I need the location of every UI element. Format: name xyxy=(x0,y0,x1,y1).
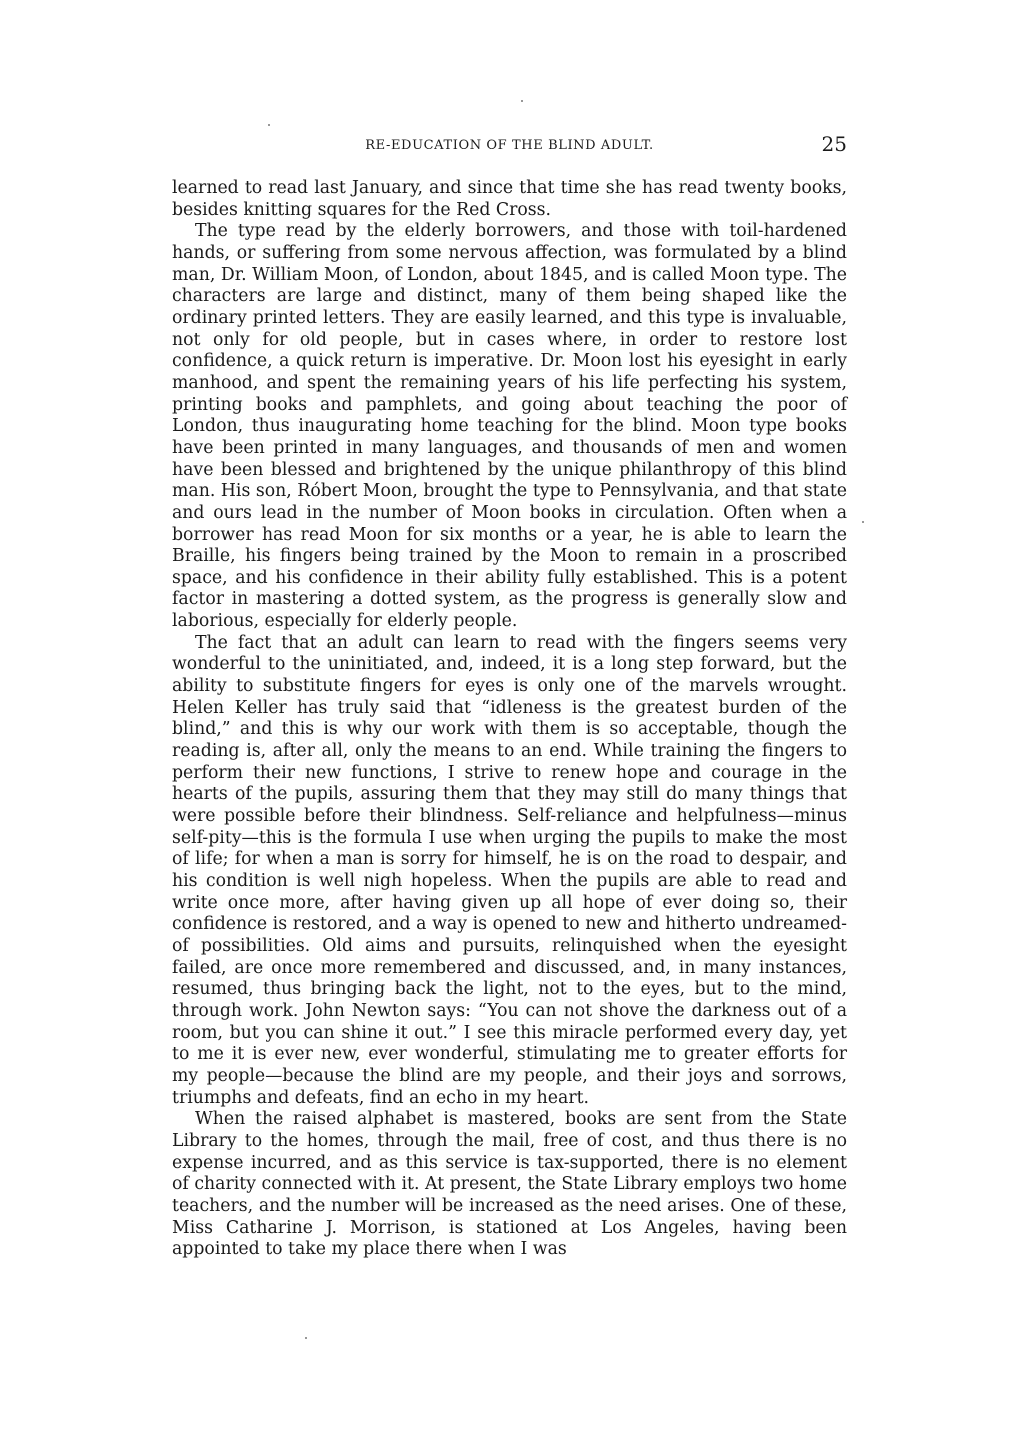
paragraph-3: The fact that an adult can learn to read with the fingers seems very wonderful to the uninitiated, and, indeed, it is a long step forward, but the ability to substitute fingers for eyes is only one of the marvels wrought. Helen Keller has truly said that “idleness is the greatest burden of the blind,” and this is why our work with them is so acceptable, though the reading is, after all, only the means to an end. While training the fingers to perform their new functions, I strive to renew hope and courage in the hearts of the pupils, assuring them that they may still do many things that were possible before their blindness. Self-reliance and helpfulness—minus self-pity—this is the formula I use when urging the pupils to make the most of life; for when a man is sorry for himself, he is on the road to despair, and his condition is well nigh hopeless. When the pupils are able to read and write once more, after having given up all hope of ever doing so, their confidence is restored, and a way is opened to new and hitherto undreamed-of possibilities. Old aims and pursuits, relinquished when the eyesight failed, are once more remembered and discussed, and, in many instances, resumed, thus bringing back the light, not to the eyes, but to the mind, through work. John Newton says: “You can not shove the darkness out of a room, but you can shine it out.” I see this miracle performed every day, yet to me it is ever new, ever wonderful, stimulating me to greater efforts for my people—because the blind are my people, and their joys and sorrows, triumphs and defeats, find an echo in my heart. xyxy=(172,632,847,1108)
page xyxy=(172,132,847,1261)
page-number: 25 xyxy=(821,132,847,156)
scan-speck xyxy=(862,521,864,523)
scan-speck xyxy=(305,1337,307,1339)
paragraph-2: The type read by the elderly borrowers, and those with toil-hardened hands, or suffering from some nervous affection, was formulated by a blind man, Dr. William Moon, of London, about 1845, and is called Moon type. The characters are large and distinct, many of them being shaped like the ordinary printed letters. They are easily learned, and this type is invaluable, not only for old people, but in cases where, in order to restore lost confidence, a quick return is imperative. Dr. Moon lost his eyesight in early manhood, and spent the remaining years of his life perfecting his system, printing books and pamphlets, and going about teaching the poor of London, thus inaugurating home teaching for the blind. Moon type books have been printed in many languages, and thousands of men and women have been blessed and brightened by the unique philanthropy of this blind man. His son, Róbert Moon, brought the type to Pennsylvania, and that state and ours lead in the number of Moon books in circulation. Often when a borrower has read Moon for six months or a year, he is able to learn the Braille, his fingers being trained by the Moon to remain in a proscribed space, and his confidence in their ability fully established. This is a potent factor in mastering a dotted system, as the progress is generally slow and laborious, especially for elderly people. xyxy=(172,221,847,632)
paragraph-1: learned to read last January, and since that time she has read twenty books, besides knitting squares for the Red Cross. xyxy=(172,178,847,220)
paragraph-4: When the raised alphabet is mastered, books are sent from the State Library to the homes, through the mail, free of cost, and thus there is no expense incurred, and as this service is tax-supported, there is no element of charity connected with it. At present, the State Library employs two home teachers, and the number will be increased as the need arises. One of these, Miss Catharine J. Morrison, is stationed at Los Angeles, having been appointed to take my place there when I was xyxy=(172,1109,847,1260)
body-text xyxy=(172,178,847,1261)
running-title: RE-EDUCATION OF THE BLIND ADULT. xyxy=(365,138,654,153)
scan-speck xyxy=(521,100,523,102)
running-header xyxy=(172,132,847,158)
scan-speck xyxy=(268,124,270,126)
